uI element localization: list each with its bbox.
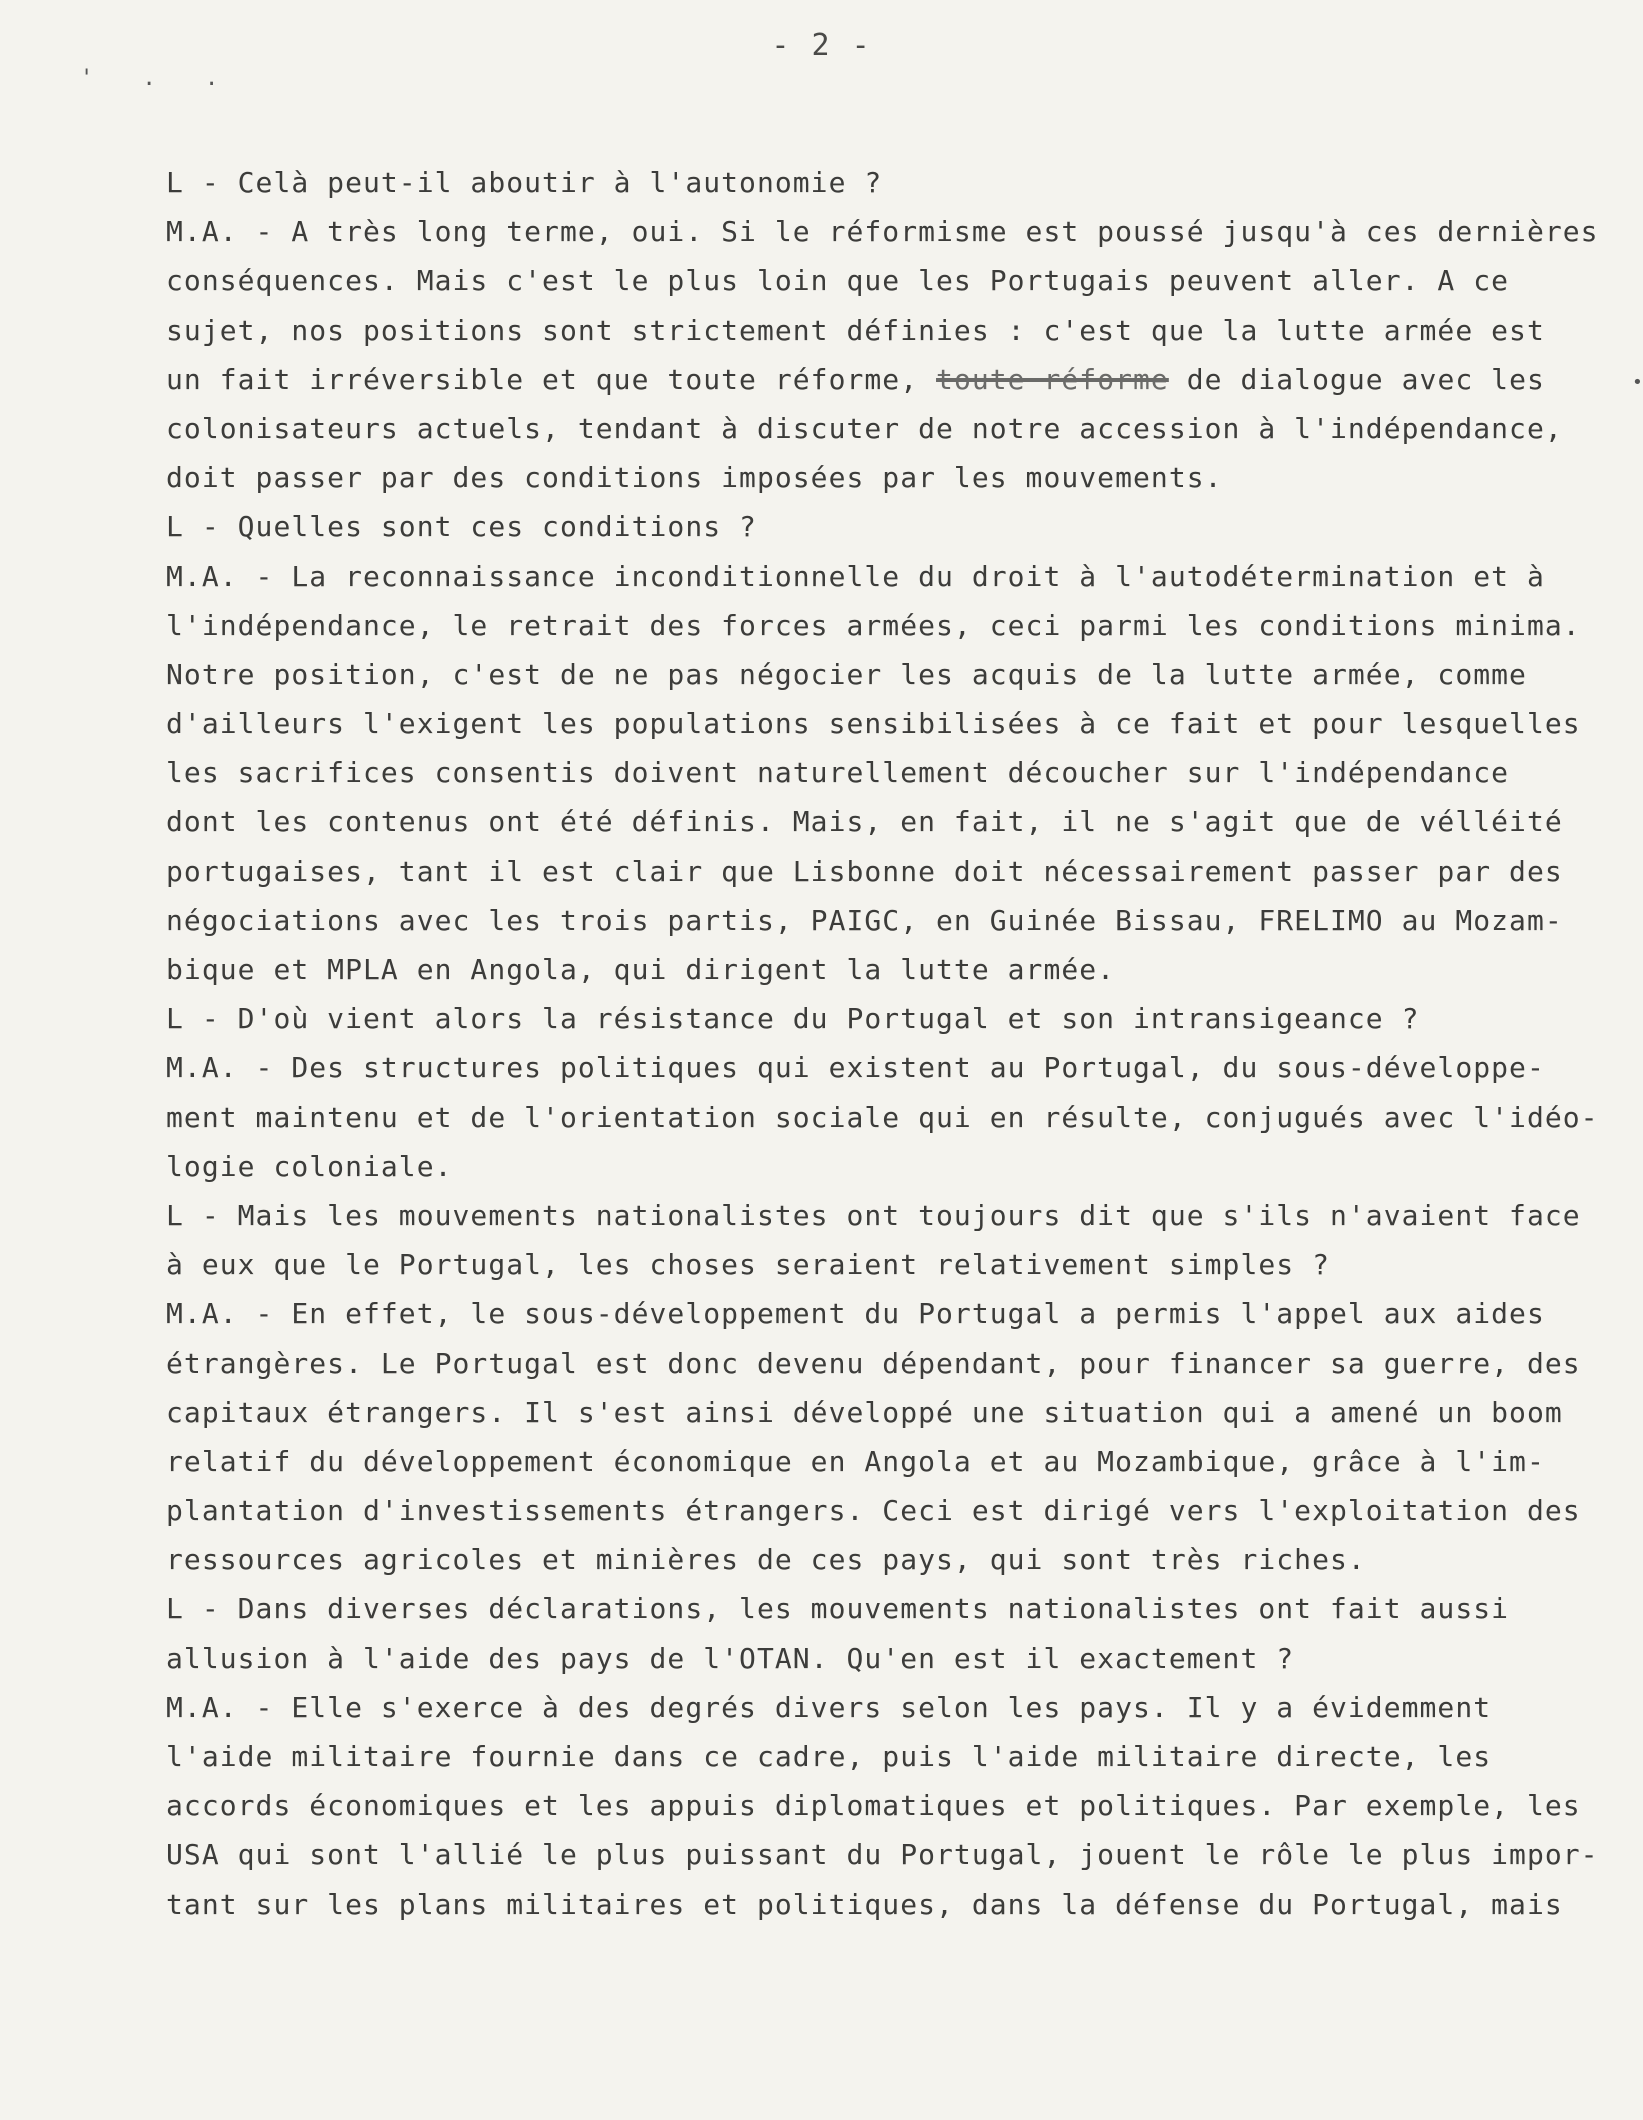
text-line: colonisateurs actuels, tendant à discuter de notre accession à l'indépendance, xyxy=(166,411,1563,445)
text-line: L - Quelles sont ces conditions ? xyxy=(166,510,757,544)
text-line: L - Celà peut-il aboutir à l'autonomie ? xyxy=(166,166,883,199)
text-line: plantation d'investissements étrangers. Ceci est dirigé vers l'exploitation des xyxy=(166,1494,1581,1528)
text-line: l'indépendance, le retrait des forces armées, ceci parmi les conditions minima. xyxy=(166,608,1581,642)
text-line: les sacrifices consentis doivent naturellement découcher sur l'indépendance xyxy=(166,756,1510,790)
text-line: L - Mais les mouvements nationalistes ont toujours dit que s'ils n'avaient face xyxy=(166,1198,1581,1232)
typed-text-body xyxy=(166,158,1626,1929)
text-line: accords économiques et les appuis diplomatiques et politiques. Par exemple, les xyxy=(166,1789,1581,1823)
text-line: ment maintenu et de l'orientation sociale qui en résulte, conjugués avec l'idéo- xyxy=(166,1100,1599,1134)
text-line: M.A. - Elle s'exerce à des degrés divers selon les pays. Il y a évidemment xyxy=(166,1690,1492,1724)
text-line: M.A. - Des structures politiques qui existent au Portugal, du sous-développe- xyxy=(166,1051,1545,1085)
text-line: L - D'où vient alors la résistance du Portugal et son intransigeance ? xyxy=(166,1002,1420,1036)
text-line: M.A. - A très long terme, oui. Si le réformisme est poussé jusqu'à ces dernières xyxy=(166,215,1599,249)
text-line: M.A. - En effet, le sous-développement du Portugal a permis l'appel aux aides xyxy=(166,1297,1545,1331)
text-line: relatif du développement économique en Angola et au Mozambique, grâce à l'im- xyxy=(166,1444,1545,1478)
text-line: logie coloniale. xyxy=(166,1149,453,1183)
text-segment: de dialogue avec les xyxy=(1168,362,1545,396)
text-line: d'ailleurs l'exigent les populations sensibilisées à ce fait et pour lesquelles xyxy=(166,707,1581,741)
text-line: tant sur les plans militaires et politiques, dans la défense du Portugal, mais xyxy=(166,1887,1563,1921)
text-line: allusion à l'aide des pays de l'OTAN. Qu'en est il exactement ? xyxy=(166,1641,1295,1675)
margin-dot: • xyxy=(1632,372,1643,393)
text-line: l'aide militaire fournie dans ce cadre, puis l'aide militaire directe, les xyxy=(166,1740,1492,1773)
page-number: - 2 - xyxy=(771,28,872,63)
text-line: à eux que le Portugal, les choses seraient relativement simples ? xyxy=(166,1248,1330,1282)
text-line: capitaux étrangers. Il s'est ainsi développé une situation qui a amené un boom xyxy=(166,1395,1563,1429)
text-segment: un fait irréversible et que toute réforme, xyxy=(166,362,937,396)
text-line: étrangères. Le Portugal est donc devenu dépendant, pour financer sa guerre, des xyxy=(166,1346,1581,1380)
text-line xyxy=(166,355,1626,404)
text-line: L - Dans diverses déclarations, les mouvements nationalistes ont fait aussi xyxy=(166,1592,1510,1626)
text-line: doit passer par des conditions imposées par les mouvements. xyxy=(166,461,1223,495)
text-line: Notre position, c'est de ne pas négocier les acquis de la lutte armée, comme xyxy=(166,657,1527,691)
text-line: bique et MPLA en Angola, qui dirigent la lutte armée. xyxy=(166,953,1116,986)
text-line: portugaises, tant il est clair que Lisbonne doit nécessairement passer par des xyxy=(166,854,1563,888)
text-line: ressources agricoles et minières de ces pays, qui sont très riches. xyxy=(166,1543,1366,1577)
text-line: M.A. - La reconnaissance inconditionnelle du droit à l'autodétermination et à xyxy=(166,559,1545,593)
text-line: sujet, nos positions sont strictement définies : c'est que la lutte armée est xyxy=(166,313,1545,347)
text-line: négociations avec les trois partis, PAIGC, en Guinée Bissau, FRELIMO au Mozam- xyxy=(166,903,1563,937)
text-line: conséquences. Mais c'est le plus loin que les Portugais peuvent aller. A ce xyxy=(166,264,1510,298)
text-line: USA qui sont l'allié le plus puissant du Portugal, jouent le rôle le plus impor- xyxy=(166,1838,1599,1872)
text-line: dont les contenus ont été définis. Mais, en fait, il ne s'agit que de vélléité xyxy=(166,805,1563,839)
struck-out-text: toute réforme xyxy=(936,362,1169,396)
margin-marks: ' . . xyxy=(80,66,237,91)
